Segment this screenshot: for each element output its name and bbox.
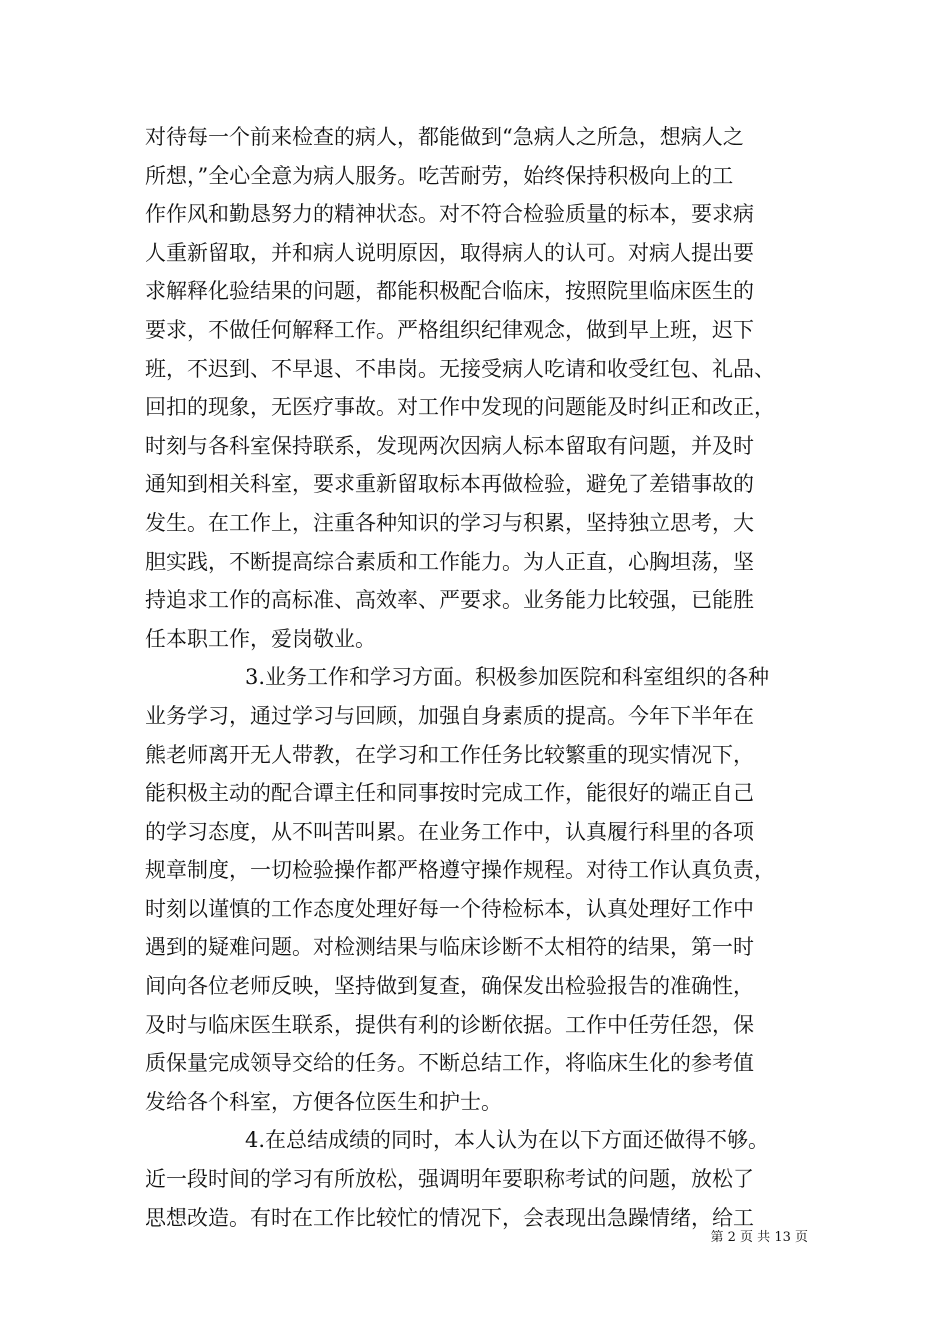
text-line: 要求，不做任何解释工作。严格组织纪律观念，做到早上班，迟下 bbox=[145, 317, 754, 342]
text-line: 能积极主动的配合谭主任和同事按时完成工作，能很好的端正自己 bbox=[145, 781, 754, 806]
text-line: 业务学习，通过学习与回顾，加强自身素质的提高。今年下半年在 bbox=[145, 703, 754, 728]
text-line: 回扣的现象，无医疗事故。对工作中发现的问题能及时纠正和改正， bbox=[145, 395, 775, 420]
page-number-footer: 第 2 页 共 13 页 bbox=[710, 1230, 808, 1245]
text-line: 间向各位老师反映，坚持做到复查，确保发出检验报告的准确性， bbox=[145, 974, 754, 999]
text-line: 求解释化验结果的问题，都能积极配合临床，按照院里临床医生的 bbox=[145, 279, 754, 304]
text-line: 班，不迟到、不早退、不串岗。无接受病人吃请和收受红包、礼品、 bbox=[145, 356, 775, 381]
text-line: 质保量完成领导交给的任务。不断总结工作，将临床生化的参考值 bbox=[145, 1051, 754, 1076]
text-line: 所想，”全心全意为病人服务。吃苦耐劳，始终保持积极向上的工 bbox=[145, 163, 734, 188]
text-line: 的学习态度，从不叫苦叫累。在业务工作中，认真履行科里的各项 bbox=[145, 819, 754, 844]
text-line: 近一段时间的学习有所放松，强调明年要职称考试的问题，放松了 bbox=[145, 1167, 754, 1192]
text-line: 任本职工作，爱岗敬业。 bbox=[145, 626, 376, 651]
body-text bbox=[145, 118, 825, 1237]
text-line: 规章制度，一切检验操作都严格遵守操作规程。对待工作认真负责， bbox=[145, 858, 775, 883]
text-line: 遇到的疑难问题。对检测结果与临床诊断不太相符的结果，第一时 bbox=[145, 935, 754, 960]
text-line: 作作风和勤恳努力的精神状态。对不符合检验质量的标本，要求病 bbox=[145, 202, 754, 227]
text-line: 时刻与各科室保持联系，发现两次因病人标本留取有问题，并及时 bbox=[145, 433, 754, 458]
text-line: 时刻以谨慎的工作态度处理好每一个待检标本，认真处理好工作中 bbox=[145, 896, 754, 921]
text-line: 3.业务工作和学习方面。积极参加医院和科室组织的各种 bbox=[245, 665, 770, 690]
text-line: 发生。在工作上，注重各种知识的学习与积累，坚持独立思考，大 bbox=[145, 510, 754, 535]
text-line: 对待每一个前来检查的病人，都能做到“急病人之所急，想病人之 bbox=[145, 125, 744, 149]
text-line: 熊老师离开无人带教，在学习和工作任务比较繁重的现实情况下， bbox=[145, 742, 754, 767]
text-line: 及时与临床医生联系，提供有利的诊断依据。工作中任劳任怨，保 bbox=[145, 1012, 754, 1037]
text-line: 持追求工作的高标准、高效率、严要求。业务能力比较强，已能胜 bbox=[145, 588, 754, 613]
text-line: 4.在总结成绩的同时，本人认为在以下方面还做得不够。 bbox=[245, 1128, 770, 1153]
text-line: 通知到相关科室，要求重新留取标本再做检验，避免了差错事故的 bbox=[145, 472, 754, 497]
text-line: 人重新留取，并和病人说明原因，取得病人的认可。对病人提出要 bbox=[145, 240, 754, 265]
text-line: 思想改造。有时在工作比较忙的情况下，会表现出急躁情绪，给工 bbox=[145, 1205, 754, 1230]
text-line: 胆实践，不断提高综合素质和工作能力。为人正直，心胸坦荡，坚 bbox=[145, 549, 754, 574]
text-line: 发给各个科室，方便各位医生和护士。 bbox=[145, 1089, 502, 1114]
